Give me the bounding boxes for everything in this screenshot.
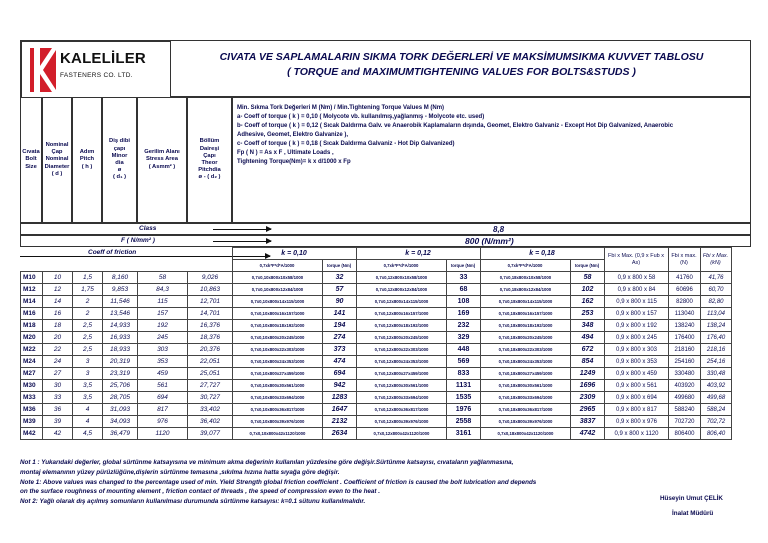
cell-torque-k010: 1283 <box>323 392 357 404</box>
cell-bolt-size: M20 <box>21 332 43 344</box>
cell-minor-dia: 20,319 <box>103 356 138 368</box>
cell-formula-k012: 0,7x0,12x800x36x817/1000 <box>357 404 447 416</box>
spec-line: b- Coeff of torque ( k ) = 0,12 ( Sıcak Daldırma Galv. ve Anaerobik Kaplamaların dışında, Geomet, Elektro Galvaniz - Except Hot Dip Galvanized, Anaerobic <box>237 123 674 129</box>
cell-pitch-dia: 12,701 <box>188 296 233 308</box>
cell-formula-k010: 0,7x0,10x800x30x561/1000 <box>233 380 323 392</box>
cell-fbi-n: 588240 <box>669 404 701 416</box>
cell-torque-k010: 141 <box>323 308 357 320</box>
cell-fbi-kn: 60,70 <box>701 284 732 296</box>
cell-stress-area: 245 <box>138 332 188 344</box>
cell-fbi-formula: 0,9 x 800 x 694 <box>605 392 669 404</box>
cell-torque-k010: 274 <box>323 332 357 344</box>
cell-nominal-diameter: 14 <box>43 296 73 308</box>
cell-formula-k018: 0,7x0,18x800x42x1120/1000 <box>481 428 571 440</box>
table-row <box>21 392 732 404</box>
cell-torque-k012: 448 <box>447 344 481 356</box>
title-line-2: ( TORQUE and MAXIMUMTIGHTENING VALUES FOR BOLTS&STUDS ) <box>287 66 636 78</box>
cell-formula-k018: 0,7x0,18x800x20x245/1000 <box>481 332 571 344</box>
cell-torque-k012: 1535 <box>447 392 481 404</box>
cell-fbi-kn: 41,76 <box>701 272 732 284</box>
cell-nominal-diameter: 10 <box>43 272 73 284</box>
k-label-012: k = 0,12 <box>356 248 480 260</box>
torque-table <box>20 271 732 440</box>
cell-fbi-formula: 0,9 x 800 x 84 <box>605 284 669 296</box>
cell-pitch: 3,5 <box>73 380 103 392</box>
spec-line: Tightening Torque(Nm)= k x d/1000 x Fp <box>237 159 351 165</box>
cell-minor-dia: 18,933 <box>103 344 138 356</box>
cell-nominal-diameter: 36 <box>43 404 73 416</box>
fbi-header-formula: Fbi x Max. (0,9 x Fub x As) <box>604 248 668 272</box>
spec-line: Fp ( N ) = As x F , Ultimate Loads , <box>237 150 334 156</box>
cell-formula-k012: 0,7x0,12x800x22x303/1000 <box>357 344 447 356</box>
cell-formula-k018: 0,7x0,18x800x12x84/1000 <box>481 284 571 296</box>
cell-fbi-kn: 499,68 <box>701 392 732 404</box>
sub-header-torque: torque (Nm) <box>446 260 480 272</box>
cell-bolt-size: M14 <box>21 296 43 308</box>
table-row <box>21 332 732 344</box>
cell-formula-k010: 0,7x0,10x800x22x303/1000 <box>233 344 323 356</box>
cell-bolt-size: M24 <box>21 356 43 368</box>
cell-torque-k018: 253 <box>571 308 605 320</box>
class-value: 8,8 <box>493 225 505 234</box>
cell-torque-k010: 694 <box>323 368 357 380</box>
cell-fbi-formula: 0,9 x 800 x 245 <box>605 332 669 344</box>
torque-specs-box <box>232 97 751 223</box>
cell-minor-dia: 8,160 <box>103 272 138 284</box>
col-header-pitch: Adım Pitch ( h ) <box>72 97 102 223</box>
table-row <box>21 320 732 332</box>
cell-fbi-formula: 0,9 x 800 x 561 <box>605 380 669 392</box>
cell-torque-k012: 68 <box>447 284 481 296</box>
cell-pitch-dia: 9,026 <box>188 272 233 284</box>
cell-formula-k010: 0,7x0,10x800x42x1120/1000 <box>233 428 323 440</box>
cell-pitch-dia: 39,077 <box>188 428 233 440</box>
spec-line: a- Coeff of torque ( k ) = 0,10 ( Molycote vb. kullanılmış,yağlanmış - Molycote etc. used) <box>237 114 485 120</box>
cell-minor-dia: 23,319 <box>103 368 138 380</box>
cell-bolt-size: M12 <box>21 284 43 296</box>
cell-formula-k012: 0,7x0,12x800x16x157/1000 <box>357 308 447 320</box>
note-line: on the surface roughness of mounting element , friction contact of threads , the speed of compression even to the heat . <box>20 488 381 496</box>
cell-minor-dia: 34,093 <box>103 416 138 428</box>
table-row <box>21 284 732 296</box>
cell-formula-k010: 0,7x0,10x800x14x115/1000 <box>233 296 323 308</box>
cell-minor-dia: 13,546 <box>103 308 138 320</box>
cell-fbi-n: 499680 <box>669 392 701 404</box>
cell-nominal-diameter: 39 <box>43 416 73 428</box>
cell-bolt-size: M39 <box>21 416 43 428</box>
cell-pitch: 2 <box>73 296 103 308</box>
cell-formula-k012: 0,7x0,12x800x18x192/1000 <box>357 320 447 332</box>
cell-formula-k018: 0,7x0,18x800x14x115/1000 <box>481 296 571 308</box>
cell-torque-k018: 102 <box>571 284 605 296</box>
logo-k-icon <box>30 48 56 92</box>
cell-fbi-n: 113040 <box>669 308 701 320</box>
cell-formula-k012: 0,7x0,12x800x30x561/1000 <box>357 380 447 392</box>
cell-fbi-formula: 0,9 x 800 x 817 <box>605 404 669 416</box>
cell-pitch: 4 <box>73 416 103 428</box>
cell-formula-k010: 0,7x0,10x800x20x245/1000 <box>233 332 323 344</box>
cell-torque-k018: 3837 <box>571 416 605 428</box>
cell-fbi-n: 254160 <box>669 356 701 368</box>
cell-bolt-size: M27 <box>21 368 43 380</box>
col-header-bolt-size: Cıvata Bolt Size <box>20 97 42 223</box>
spec-line: Adhesive, Geomet, Elektro Galvanize ), <box>237 132 349 138</box>
table-row <box>21 344 732 356</box>
cell-formula-k018: 0,7x0,18x800x24x353/1000 <box>481 356 571 368</box>
cell-stress-area: 303 <box>138 344 188 356</box>
cell-minor-dia: 25,706 <box>103 380 138 392</box>
cell-pitch: 2,5 <box>73 332 103 344</box>
cell-formula-k010: 0,7x0,10x800x36x817/1000 <box>233 404 323 416</box>
cell-fbi-formula: 0,9 x 800 x 115 <box>605 296 669 308</box>
cell-formula-k018: 0,7x0,18x800x22x303/1000 <box>481 344 571 356</box>
cell-formula-k012: 0,7x0,12x800x20x245/1000 <box>357 332 447 344</box>
cell-pitch-dia: 22,051 <box>188 356 233 368</box>
cell-torque-k012: 33 <box>447 272 481 284</box>
cell-formula-k010: 0,7x0,10x800x39x976/1000 <box>233 416 323 428</box>
cell-torque-k018: 854 <box>571 356 605 368</box>
cell-torque-k010: 57 <box>323 284 357 296</box>
cell-fbi-formula: 0,9 x 800 x 58 <box>605 272 669 284</box>
cell-torque-k010: 373 <box>323 344 357 356</box>
cell-formula-k018: 0,7x0,18x800x30x561/1000 <box>481 380 571 392</box>
cell-torque-k012: 169 <box>447 308 481 320</box>
cell-torque-k010: 1647 <box>323 404 357 416</box>
cell-stress-area: 157 <box>138 308 188 320</box>
cell-torque-k018: 162 <box>571 296 605 308</box>
table-row <box>21 428 732 440</box>
cell-formula-k018: 0,7x0,18x800x18x192/1000 <box>481 320 571 332</box>
cell-nominal-diameter: 27 <box>43 368 73 380</box>
cell-nominal-diameter: 33 <box>43 392 73 404</box>
sub-header-formula: 0,7xk*F*d*A/1000 <box>480 260 570 272</box>
cell-pitch: 1,75 <box>73 284 103 296</box>
title-line-1: CIVATA VE SAPLAMALARIN SIKMA TORK DEĞERLERİ VE MAKSİMUMSIKMA KUVVET TABLOSU <box>219 51 704 63</box>
cell-minor-dia: 28,705 <box>103 392 138 404</box>
cell-torque-k012: 329 <box>447 332 481 344</box>
cell-pitch-dia: 30,727 <box>188 392 233 404</box>
col-header-stress-area: Gerilim Alanı Stress Area ( Asmm² ) <box>137 97 187 223</box>
cell-fbi-n: 702720 <box>669 416 701 428</box>
cell-fbi-formula: 0,9 x 800 x 976 <box>605 416 669 428</box>
cell-fbi-n: 330480 <box>669 368 701 380</box>
cell-torque-k012: 833 <box>447 368 481 380</box>
cell-bolt-size: M36 <box>21 404 43 416</box>
cell-pitch: 4 <box>73 404 103 416</box>
cell-fbi-formula: 0,9 x 800 x 192 <box>605 320 669 332</box>
cell-nominal-diameter: 16 <box>43 308 73 320</box>
class-row <box>20 223 751 235</box>
cell-bolt-size: M33 <box>21 392 43 404</box>
cell-pitch: 2 <box>73 308 103 320</box>
cell-formula-k012: 0,7x0,12x800x12x84/1000 <box>357 284 447 296</box>
sub-header-torque: torque (Nm) <box>322 260 356 272</box>
table-row <box>21 416 732 428</box>
cell-formula-k010: 0,7x0,10x800x24x353/1000 <box>233 356 323 368</box>
cell-bolt-size: M16 <box>21 308 43 320</box>
company-subtitle: FASTENERS CO. LTD. <box>60 72 133 79</box>
cell-stress-area: 694 <box>138 392 188 404</box>
cell-torque-k018: 4742 <box>571 428 605 440</box>
table-row <box>21 272 732 284</box>
cell-stress-area: 115 <box>138 296 188 308</box>
cell-formula-k010: 0,7x0,10x800x12x84/1000 <box>233 284 323 296</box>
cell-torque-k012: 108 <box>447 296 481 308</box>
cell-torque-k010: 942 <box>323 380 357 392</box>
cell-fbi-formula: 0,9 x 800 x 353 <box>605 356 669 368</box>
k-label-010: k = 0,10 <box>232 248 356 260</box>
f-value: 800 (N/mm²) <box>465 236 514 246</box>
cell-torque-k018: 2309 <box>571 392 605 404</box>
cell-fbi-formula: 0,9 x 800 x 303 <box>605 344 669 356</box>
company-name: KALELİLER <box>60 50 146 67</box>
col-header-minor-dia: Diş dibi çapı Minor dia ø ( d₁ ) <box>102 97 137 223</box>
cell-fbi-n: 806400 <box>669 428 701 440</box>
cell-nominal-diameter: 20 <box>43 332 73 344</box>
cell-pitch-dia: 27,727 <box>188 380 233 392</box>
cell-fbi-n: 60696 <box>669 284 701 296</box>
cell-fbi-kn: 218,16 <box>701 344 732 356</box>
class-label: Class <box>139 225 157 232</box>
cell-nominal-diameter: 30 <box>43 380 73 392</box>
cell-bolt-size: M42 <box>21 428 43 440</box>
cell-stress-area: 192 <box>138 320 188 332</box>
cell-formula-k010: 0,7x0,10x800x10x58/1000 <box>233 272 323 284</box>
cell-fbi-n: 41760 <box>669 272 701 284</box>
cell-formula-k010: 0,7x0,10x800x18x192/1000 <box>233 320 323 332</box>
cell-formula-k018: 0,7x0,18x800x39x976/1000 <box>481 416 571 428</box>
cell-pitch: 3 <box>73 356 103 368</box>
cell-minor-dia: 36,479 <box>103 428 138 440</box>
cell-torque-k018: 2965 <box>571 404 605 416</box>
note-line: Note 1: Above values was changed to the percentage used of min. Yield Strength global friction coefficient . Coefficient of friction is caused the bolt lubrication and depends <box>20 478 537 486</box>
cell-formula-k010: 0,7x0,10x800x33x694/1000 <box>233 392 323 404</box>
cell-torque-k018: 494 <box>571 332 605 344</box>
cell-formula-k018: 0,7x0,18x800x33x694/1000 <box>481 392 571 404</box>
table-row <box>21 368 732 380</box>
company-logo <box>21 41 171 98</box>
notes-block <box>20 458 751 507</box>
cell-fbi-kn: 403,92 <box>701 380 732 392</box>
cell-fbi-kn: 806,40 <box>701 428 732 440</box>
cell-formula-k010: 0,7x0,10x800x16x157/1000 <box>233 308 323 320</box>
cell-torque-k018: 672 <box>571 344 605 356</box>
cell-torque-k012: 1131 <box>447 380 481 392</box>
f-row <box>20 235 751 247</box>
cell-nominal-diameter: 18 <box>43 320 73 332</box>
fbi-header-kn: Fbi x Max. (kN) <box>700 248 731 272</box>
k-header-table <box>20 247 732 272</box>
cell-nominal-diameter: 24 <box>43 356 73 368</box>
cell-minor-dia: 14,933 <box>103 320 138 332</box>
cell-minor-dia: 31,093 <box>103 404 138 416</box>
cell-torque-k010: 2634 <box>323 428 357 440</box>
sheet-header <box>20 40 751 97</box>
table-row <box>21 380 732 392</box>
table-row <box>21 404 732 416</box>
cell-fbi-n: 218160 <box>669 344 701 356</box>
cell-pitch-dia: 10,863 <box>188 284 233 296</box>
cell-torque-k012: 232 <box>447 320 481 332</box>
coeff-label: Coeff of friction <box>88 249 137 256</box>
cell-pitch-dia: 25,051 <box>188 368 233 380</box>
cell-torque-k018: 1249 <box>571 368 605 380</box>
cell-bolt-size: M30 <box>21 380 43 392</box>
cell-pitch: 2,5 <box>73 344 103 356</box>
cell-formula-k010: 0,7x0,10x800x27x459/1000 <box>233 368 323 380</box>
fbi-header-n: Fbi x max. (N) <box>668 248 700 272</box>
cell-torque-k010: 2132 <box>323 416 357 428</box>
cell-torque-k010: 90 <box>323 296 357 308</box>
cell-stress-area: 84,3 <box>138 284 188 296</box>
cell-fbi-formula: 0,9 x 800 x 459 <box>605 368 669 380</box>
sub-header-torque: torque (Nm) <box>570 260 604 272</box>
cell-stress-area: 353 <box>138 356 188 368</box>
cell-pitch: 1,5 <box>73 272 103 284</box>
cell-torque-k012: 3161 <box>447 428 481 440</box>
f-label: F ( N/mm² ) <box>121 237 155 244</box>
cell-minor-dia: 9,853 <box>103 284 138 296</box>
cell-formula-k018: 0,7x0,18x800x16x157/1000 <box>481 308 571 320</box>
cell-torque-k012: 569 <box>447 356 481 368</box>
cell-fbi-n: 176400 <box>669 332 701 344</box>
cell-nominal-diameter: 42 <box>43 428 73 440</box>
cell-torque-k010: 32 <box>323 272 357 284</box>
cell-stress-area: 976 <box>138 416 188 428</box>
cell-fbi-kn: 113,04 <box>701 308 732 320</box>
cell-torque-k012: 1976 <box>447 404 481 416</box>
cell-pitch: 2,5 <box>73 320 103 332</box>
cell-bolt-size: M22 <box>21 344 43 356</box>
cell-formula-k012: 0,7x0,12x800x24x353/1000 <box>357 356 447 368</box>
cell-pitch-dia: 36,402 <box>188 416 233 428</box>
cell-minor-dia: 16,933 <box>103 332 138 344</box>
cell-stress-area: 561 <box>138 380 188 392</box>
cell-pitch: 4,5 <box>73 428 103 440</box>
cell-nominal-diameter: 22 <box>43 344 73 356</box>
cell-bolt-size: M10 <box>21 272 43 284</box>
cell-formula-k018: 0,7x0,18x800x36x817/1000 <box>481 404 571 416</box>
cell-fbi-n: 138240 <box>669 320 701 332</box>
cell-torque-k012: 2558 <box>447 416 481 428</box>
cell-formula-k012: 0,7x0,12x800x10x58/1000 <box>357 272 447 284</box>
cell-fbi-kn: 82,80 <box>701 296 732 308</box>
cell-pitch-dia: 20,376 <box>188 344 233 356</box>
note-line: Not 2: Yağlı olarak dış açılmış somunların kullanılması durumunda sürtünme katsayısı: k=0.1 sütunu kullanılmalıdır. <box>20 498 366 505</box>
cell-pitch-dia: 33,402 <box>188 404 233 416</box>
cell-formula-k012: 0,7x0,12x800x14x115/1000 <box>357 296 447 308</box>
cell-fbi-n: 82800 <box>669 296 701 308</box>
cell-formula-k012: 0,7x0,12x800x27x459/1000 <box>357 368 447 380</box>
arrow-icon <box>213 229 271 230</box>
cell-nominal-diameter: 12 <box>43 284 73 296</box>
signer-role: İnalat Müdürü <box>672 510 714 517</box>
cell-fbi-kn: 254,16 <box>701 356 732 368</box>
table-row <box>21 308 732 320</box>
cell-fbi-kn: 138,24 <box>701 320 732 332</box>
col-header-pitch-dia: Böllüm Daireşi Çapı Theor Pitchdia ø - ( d₂ ) <box>187 97 232 223</box>
cell-fbi-formula: 0,9 x 800 x 157 <box>605 308 669 320</box>
table-row <box>21 356 732 368</box>
cell-fbi-formula: 0,9 x 800 x 1120 <box>605 428 669 440</box>
cell-torque-k010: 194 <box>323 320 357 332</box>
cell-fbi-kn: 702,72 <box>701 416 732 428</box>
cell-formula-k018: 0,7x0,18x800x27x459/1000 <box>481 368 571 380</box>
cell-stress-area: 459 <box>138 368 188 380</box>
note-line: montaj elemanının yüzey pürüzlüğüne,dişlerin sürtünme temasına ,sıkılma hızına hatta sıyağa göre değişir. <box>20 468 340 476</box>
cell-pitch-dia: 16,376 <box>188 320 233 332</box>
cell-formula-k018: 0,7x0,18x800x10x58/1000 <box>481 272 571 284</box>
arrow-icon <box>213 241 271 242</box>
k-label-018: k = 0,18 <box>480 248 604 260</box>
cell-fbi-kn: 588,24 <box>701 404 732 416</box>
sub-header-formula: 0,7xk*F*d*A/1000 <box>356 260 446 272</box>
cell-torque-k010: 474 <box>323 356 357 368</box>
cell-formula-k012: 0,7x0,12x800x33x694/1000 <box>357 392 447 404</box>
cell-torque-k018: 348 <box>571 320 605 332</box>
signer-name: Hüseyin Umut ÇELİK <box>660 495 723 502</box>
cell-pitch: 3 <box>73 368 103 380</box>
cell-torque-k018: 1696 <box>571 380 605 392</box>
note-line: Not 1 : Yukarıdaki değerler, global sürtünme katsayısına ve minimum akma değerinin kullanılan yüzdesine göre değişir.Sürtünme katsayısı, cıvataların yağlanmasına, <box>20 459 514 466</box>
spec-line: c- Coeff of torque ( k ) = 0,18 ( Sıcak Daldırma Galvaniz - Hot Dip Galvanized) <box>237 141 455 147</box>
table-row <box>21 296 732 308</box>
page-title <box>171 41 752 98</box>
cell-formula-k012: 0,7x0,12x800x42x1120/1000 <box>357 428 447 440</box>
cell-pitch-dia: 14,701 <box>188 308 233 320</box>
cell-fbi-kn: 176,40 <box>701 332 732 344</box>
cell-minor-dia: 11,546 <box>103 296 138 308</box>
cell-torque-k018: 58 <box>571 272 605 284</box>
spec-line: Min. Sıkma Tork Değerleri M (Nm) / Min.Tightening Torque Values M (Nm) <box>237 105 445 111</box>
cell-fbi-kn: 330,48 <box>701 368 732 380</box>
cell-fbi-n: 403920 <box>669 380 701 392</box>
cell-stress-area: 817 <box>138 404 188 416</box>
cell-stress-area: 58 <box>138 272 188 284</box>
cell-stress-area: 1120 <box>138 428 188 440</box>
cell-pitch-dia: 18,376 <box>188 332 233 344</box>
col-header-nominal-diameter: Nominal Çap Nominal Diameter ( d ) <box>42 97 72 223</box>
cell-bolt-size: M18 <box>21 320 43 332</box>
cell-formula-k012: 0,7x0,12x800x39x976/1000 <box>357 416 447 428</box>
cell-pitch: 3,5 <box>73 392 103 404</box>
sub-header-formula: 0,7xk*F*d*A/1000 <box>232 260 322 272</box>
